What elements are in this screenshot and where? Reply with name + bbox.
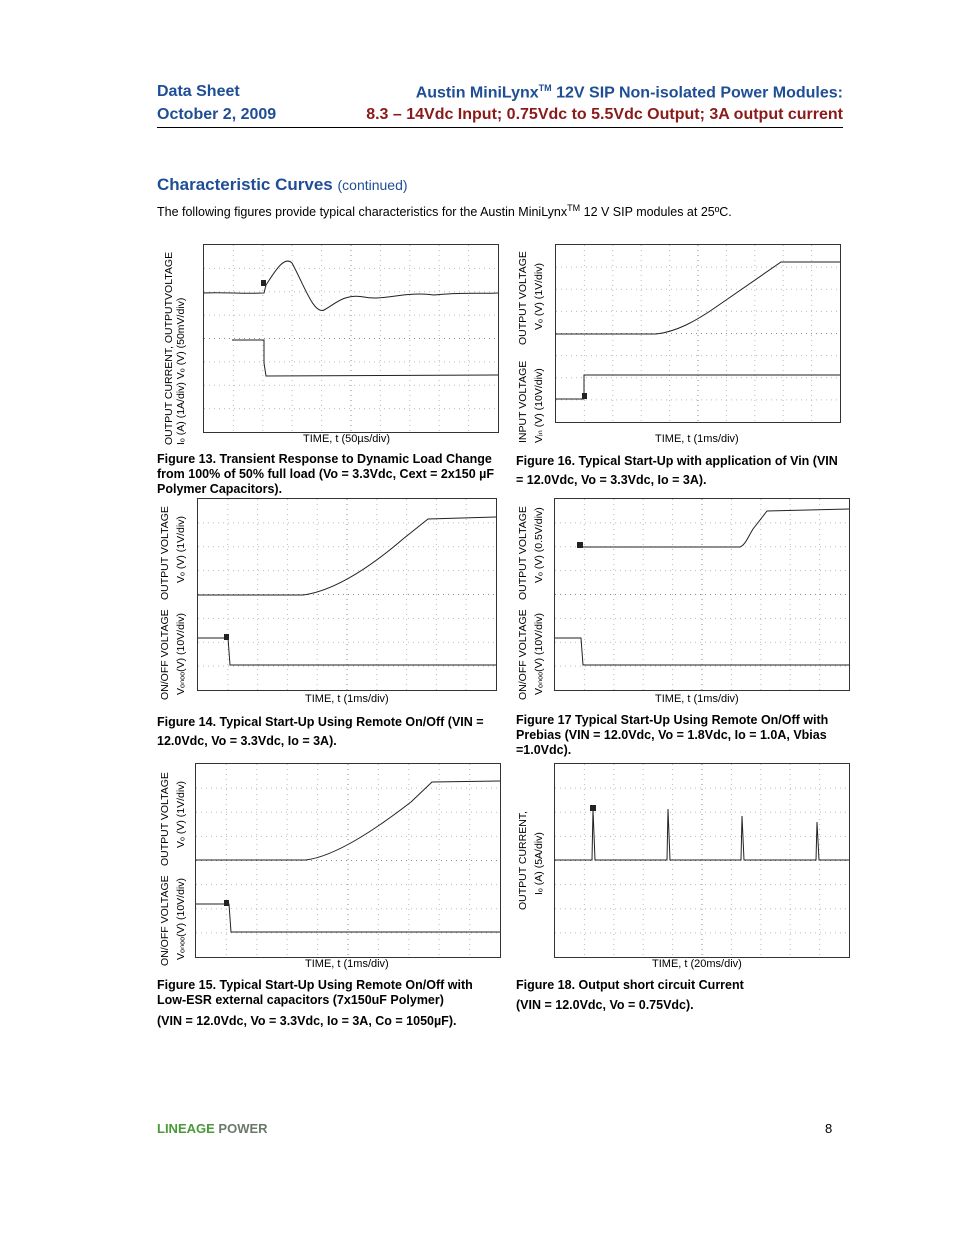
fig16-vout-trace bbox=[556, 262, 840, 334]
section-intro bbox=[157, 203, 732, 219]
fig14-plot bbox=[198, 499, 496, 690]
fig16-y-outer-bot: INPUT VOLTAGE bbox=[517, 360, 529, 443]
footer-brand-lineage: LINEAGE bbox=[157, 1121, 215, 1136]
fig13-plot bbox=[204, 245, 498, 432]
fig16-y-outer-top: OUTPUT VOLTAGE bbox=[517, 251, 529, 345]
fig18-caption-a: Figure 18. Output short circuit Current bbox=[516, 978, 744, 992]
fig14-y-inner-bot: Vₒₙₒₒ(V) (10V/div) bbox=[175, 612, 187, 695]
fig17-y-outer-top: OUTPUT VOLTAGE bbox=[517, 506, 529, 600]
footer-brand bbox=[157, 1121, 268, 1136]
fig15-y-inner-bot: Vₒₙₒₒ(V) (10V/div) bbox=[175, 877, 187, 960]
fig14-y-inner-top: Vₒ (V) (1V/div) bbox=[175, 516, 187, 583]
fig16-y-inner-top: Vₒ (V) (1V/div) bbox=[533, 263, 545, 330]
product-subtitle: 8.3 – 14Vdc Input; 0.75Vdc to 5.5Vdc Output; 3A output current bbox=[366, 106, 843, 123]
fig14-caption: Figure 14. Typical Start-Up Using Remote On/Off (VIN = 12.0Vdc, Vo = 3.3Vdc, Io = 3A). bbox=[157, 715, 484, 748]
intro-text-end: 12 V SIP modules at 25ºC. bbox=[580, 205, 732, 220]
fig14-trigger-marker bbox=[224, 634, 229, 640]
fig13-grid bbox=[204, 245, 498, 432]
fig18-plot bbox=[555, 764, 849, 957]
fig15-plot bbox=[196, 764, 500, 957]
fig17-trigger-marker bbox=[577, 542, 583, 548]
fig18-xlabel: TIME, t (20ms/div) bbox=[652, 958, 742, 970]
fig15-y-outer-bot: ON/OFF VOLTAGE bbox=[159, 875, 171, 966]
fig15-y-inner-top: Vₒ (V) (1V/div) bbox=[175, 781, 187, 848]
doc-date: October 2, 2009 bbox=[157, 106, 277, 123]
section-continued: (continued) bbox=[337, 177, 408, 193]
fig14-xlabel: TIME, t (1ms/div) bbox=[305, 693, 389, 705]
footer-brand-power: POWER bbox=[214, 1121, 268, 1136]
fig13-xlabel: TIME, t (50µs/div) bbox=[303, 433, 391, 445]
fig16-caption: Figure 16. Typical Start-Up with application of Vin (VIN = 12.0Vdc, Vo = 3.3Vdc, Io = 3A). bbox=[516, 454, 838, 487]
fig16-plot bbox=[556, 245, 840, 422]
fig13-trigger-marker bbox=[261, 280, 266, 286]
fig17-onoff-trace bbox=[555, 638, 849, 665]
fig15-trigger-marker bbox=[224, 900, 229, 906]
fig16-trigger-marker bbox=[582, 393, 587, 399]
product-title bbox=[416, 83, 843, 102]
fig16-y-inner-bot: Vᵢₙ (V) (10V/div) bbox=[533, 368, 545, 443]
fig17-y-outer-bot: ON/OFF VOLTAGE bbox=[517, 609, 529, 700]
product-name: Austin MiniLynx bbox=[415, 84, 539, 102]
intro-tm: TM bbox=[567, 203, 581, 213]
fig17-y-inner-bot: Vₒₙₒₒ(V) (10V/div) bbox=[533, 612, 545, 695]
fig18-y-inner: Iₒ (A) (5A/div) bbox=[533, 832, 545, 895]
section-title-text: Characteristic Curves bbox=[157, 175, 333, 194]
header-rule bbox=[157, 127, 843, 128]
fig18-trigger-marker bbox=[590, 805, 596, 811]
page-number: 8 bbox=[825, 1121, 833, 1136]
fig16-xlabel: TIME, t (1ms/div) bbox=[655, 433, 739, 445]
fig13-y-inner: Iₒ (A) (1A/div) Vₒ (V) (50mV/div) bbox=[175, 297, 187, 445]
fig17-xlabel: TIME, t (1ms/div) bbox=[655, 693, 739, 705]
fig18-caption-b: (VIN = 12.0Vdc, Vo = 0.75Vdc). bbox=[516, 998, 694, 1012]
fig18-scope bbox=[554, 763, 850, 958]
fig15-xlabel: TIME, t (1ms/div) bbox=[305, 958, 389, 970]
fig13-caption: Figure 13. Transient Response to Dynamic Load Change from 100% of 50% full load (Vo = 3.3Vdc, Cext = 2x150 µF Polymer Capacitors). bbox=[157, 452, 494, 496]
fig14-vout-trace bbox=[198, 517, 496, 595]
fig17-y-inner-top: Vₒ (V) (0.5V/div) bbox=[533, 507, 545, 583]
doc-type: Data Sheet bbox=[157, 83, 240, 100]
section-title bbox=[157, 175, 408, 195]
fig15-onoff-trace bbox=[196, 904, 500, 932]
fig16-scope bbox=[555, 244, 841, 423]
fig15-vout-trace bbox=[196, 781, 500, 860]
fig13-scope bbox=[203, 244, 499, 433]
intro-text: The following figures provide typical characteristics for the Austin MiniLynx bbox=[157, 205, 568, 220]
fig14-scope bbox=[197, 498, 497, 691]
fig14-y-outer-bot: ON/OFF VOLTAGE bbox=[159, 609, 171, 700]
fig17-plot bbox=[555, 499, 849, 690]
fig17-caption: Figure 17 Typical Start-Up Using Remote On/Off with Prebias (VIN = 12.0Vdc, Vo = 1.8Vdc, Io = 1.0A, Vbias =1.0Vdc). bbox=[516, 713, 829, 757]
fig15-y-outer-top: OUTPUT VOLTAGE bbox=[159, 772, 171, 866]
fig14-onoff-trace bbox=[198, 638, 496, 665]
fig18-y-outer: OUTPUT CURRENT, bbox=[517, 811, 529, 910]
fig15-scope bbox=[195, 763, 501, 958]
fig13-y-outer: OUTPUT CURRENT, OUTPUTVOLTAGE bbox=[163, 251, 175, 445]
fig15-caption-a: Figure 15. Typical Start-Up Using Remote On/Off with Low-ESR external capacitors (7x150uF Polymer) bbox=[157, 978, 473, 1007]
fig17-grid bbox=[555, 499, 849, 690]
fig13-current-trace bbox=[232, 340, 498, 376]
product-suffix: 12V SIP Non-isolated Power Modules: bbox=[551, 84, 843, 102]
fig17-scope bbox=[554, 498, 850, 691]
product-tm: TM bbox=[538, 83, 552, 93]
fig14-y-outer-top: OUTPUT VOLTAGE bbox=[159, 506, 171, 600]
fig15-caption-b: (VIN = 12.0Vdc, Vo = 3.3Vdc, Io = 3A, Co = 1050µF). bbox=[157, 1014, 457, 1028]
fig17-vout-trace bbox=[577, 509, 849, 547]
